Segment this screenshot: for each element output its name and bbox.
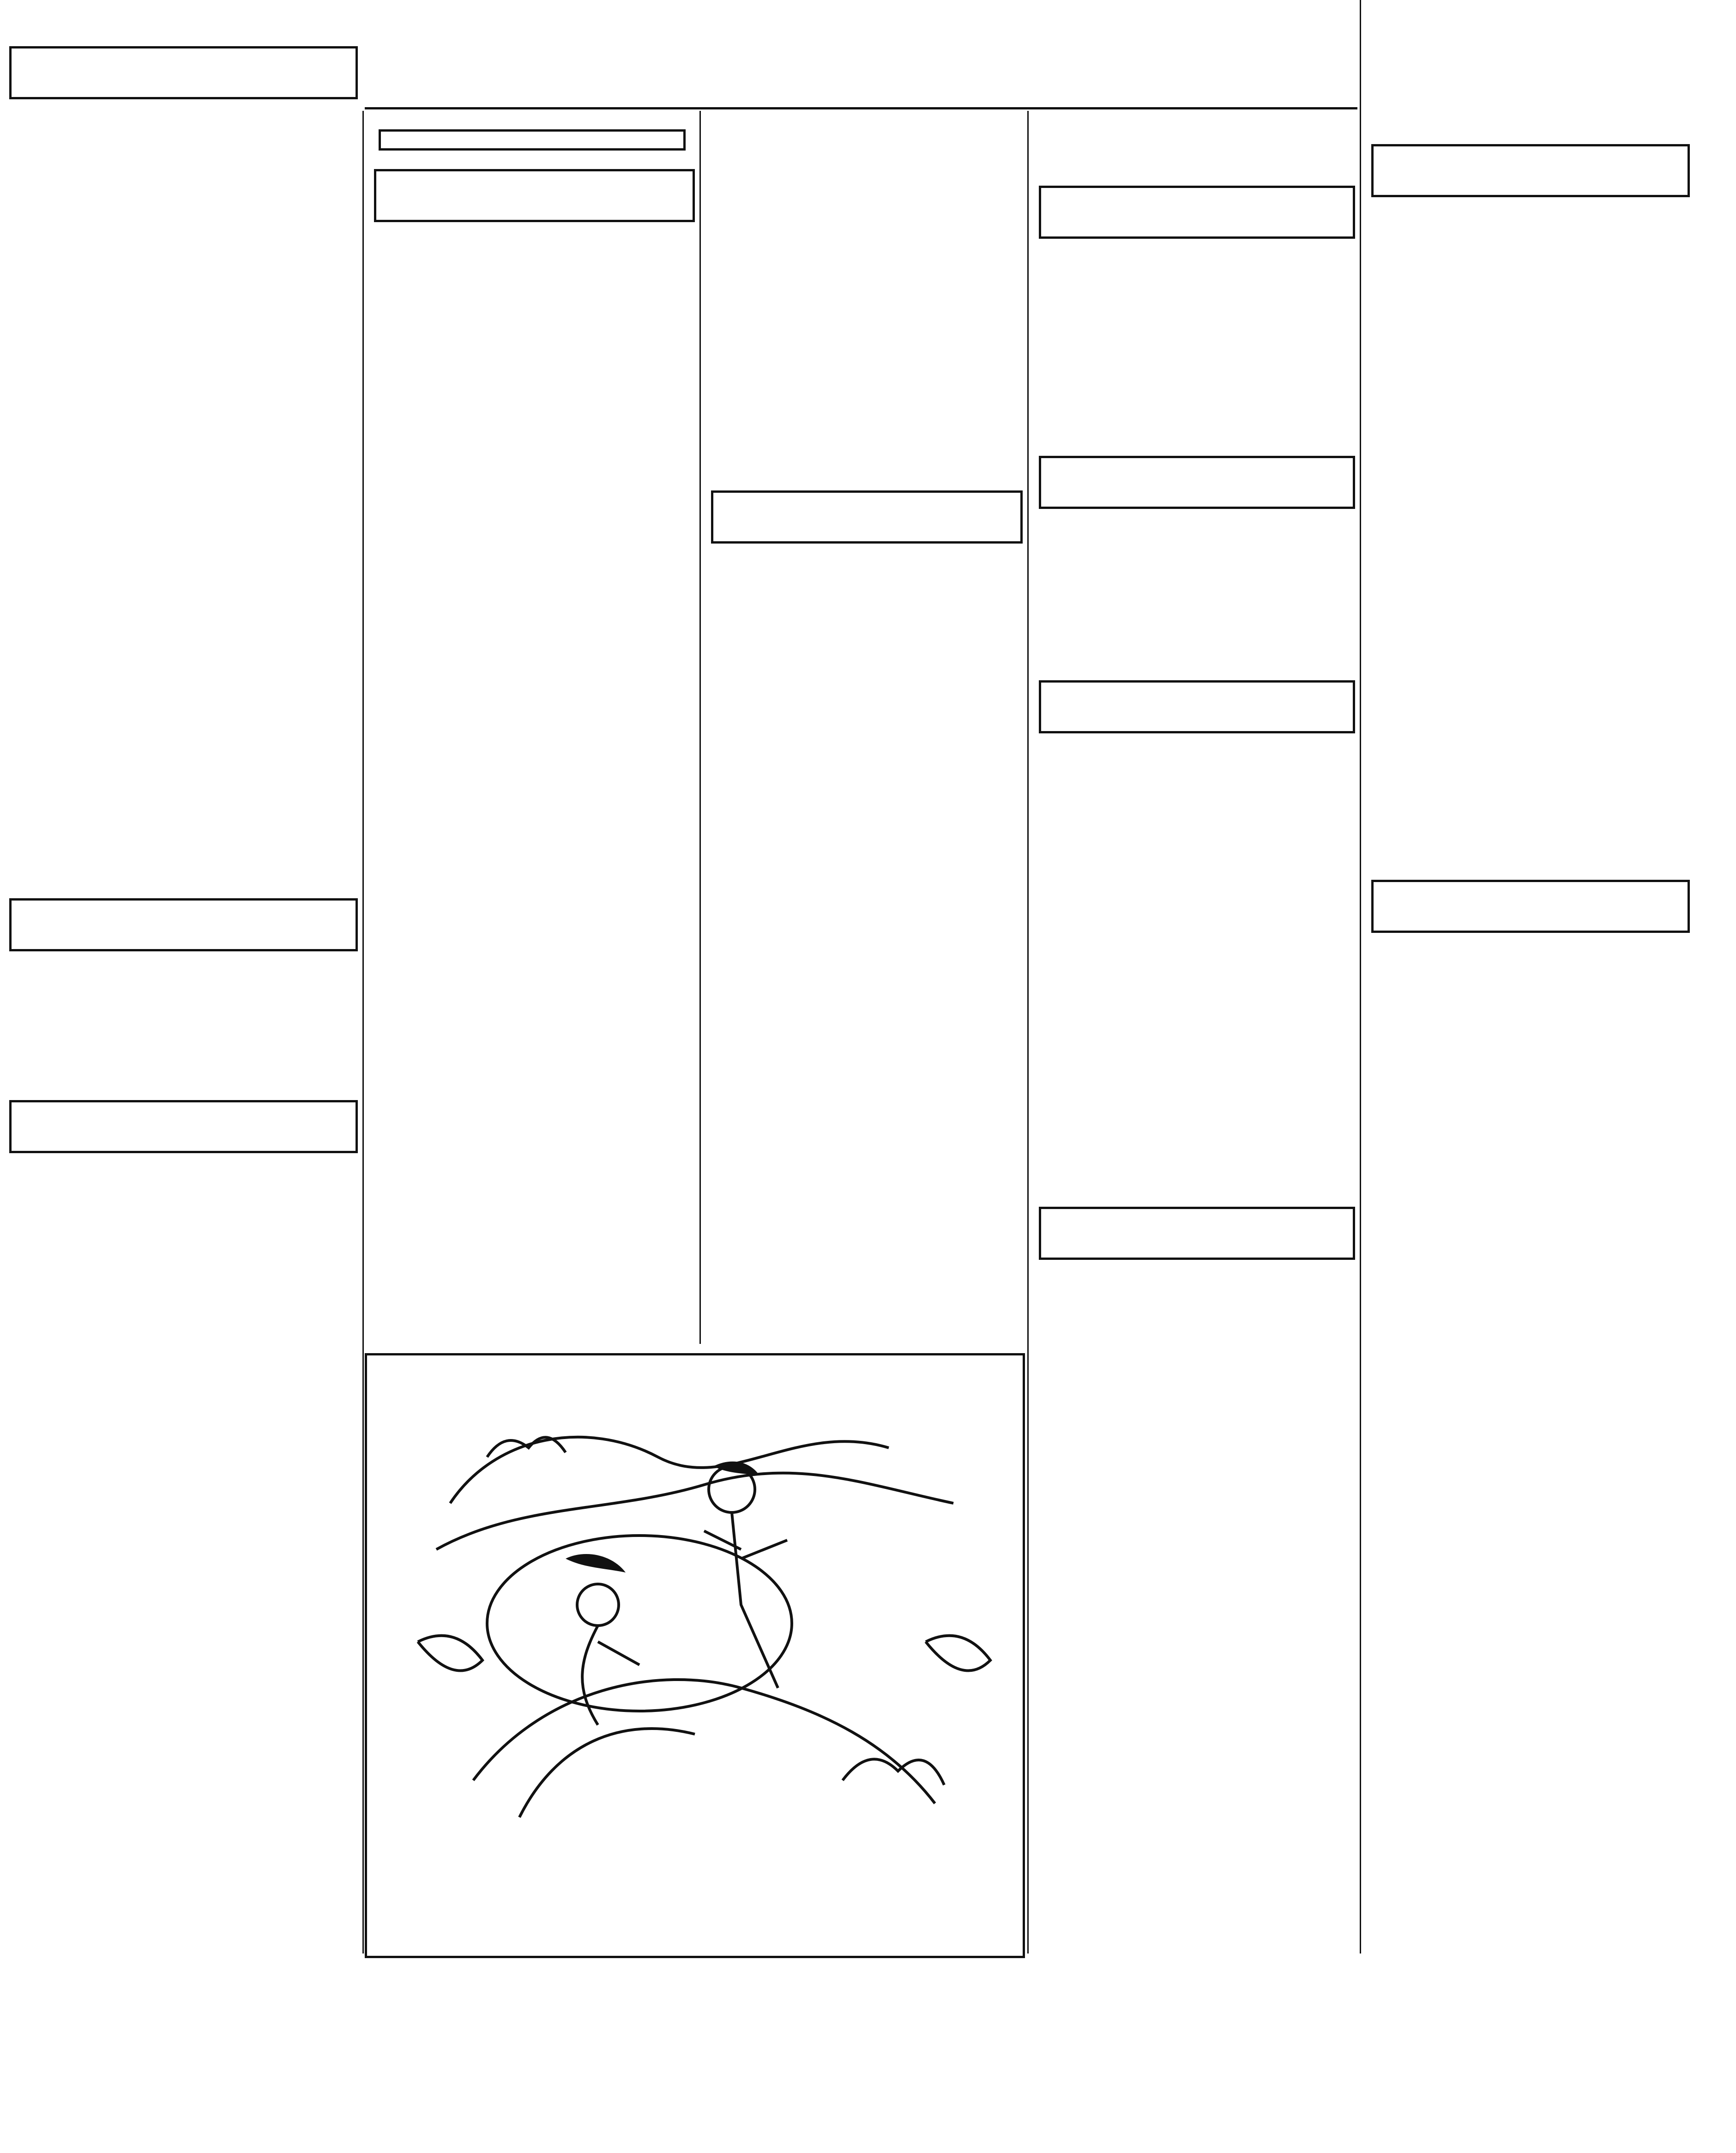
programme-entry [10,1277,355,1296]
programme-entry [1040,881,1352,900]
programme-entry [1372,762,1687,781]
programme-entry [10,339,355,359]
programme-entry [712,208,1020,228]
programme-entry [712,737,1020,756]
programme-entry [1372,599,1687,619]
daphnis-chloe-illustration [381,1365,1009,1850]
title-rule [365,107,1357,109]
programme-entry [375,369,692,389]
programme-entry [375,277,692,296]
programme-entry [375,393,692,412]
programme-entry [712,349,1020,369]
programme-entry [1040,1291,1352,1311]
programme-entry [375,323,692,343]
programme-entry [10,200,355,220]
programme-entry [1372,460,1687,480]
programme-entry [1040,432,1352,451]
programme-entry [712,575,1020,594]
programme-entry [1040,904,1352,923]
programme-entry [1372,553,1687,573]
column-2 [365,115,699,624]
station-listing [1030,456,1360,676]
programme-entry [10,1300,355,1319]
programme-entry [1040,1384,1352,1403]
programme-list [0,108,362,894]
programme-entry [712,254,1020,274]
programme-entry [10,983,355,1003]
programme-entry [1040,1183,1352,1202]
programme-entry [1372,1011,1687,1030]
programme-entry [10,1185,355,1204]
programme-entry [712,621,1020,641]
programme-entry [375,578,692,597]
station-listing [0,1100,362,1366]
programme-entry [712,278,1020,298]
programme-entry [712,714,1020,733]
programme-list [1030,517,1360,676]
programme-entry [1040,587,1352,606]
programme-entry [375,532,692,551]
programme-entry [1040,409,1352,428]
programme-entry [1040,363,1352,382]
programme-entry [1372,1034,1687,1053]
programme-entry [1372,206,1687,225]
programme-entry [10,177,355,197]
programme-entry [712,690,1020,710]
programme-entry [1372,785,1687,805]
programme-list [0,1161,362,1366]
programme-entry [712,442,1020,462]
programme-entry [10,502,355,521]
station-listing [1030,115,1360,181]
column-1 [0,42,362,1370]
programme-entry [1040,115,1352,135]
station-listing [702,490,1027,780]
column-rule [1360,0,1361,1953]
programme-entry [10,641,355,661]
programme-entry [10,409,355,429]
programme-entry [10,548,355,568]
programme-entry [375,555,692,574]
programme-list [1030,1268,1360,1473]
station-listing [1362,144,1694,875]
programme-entry [375,485,692,505]
programme-entry [375,508,692,528]
programme-entry [1372,507,1687,526]
programme-entry [1040,270,1352,290]
programme-list [0,960,362,1095]
programme-entry [375,346,692,366]
programme-entry [1372,120,1687,139]
programme-entry [712,302,1020,321]
programme-entry [1040,293,1352,313]
programme-list [1362,28,1694,139]
programme-entry [712,325,1020,345]
programme-entry [1372,28,1687,47]
programme-entry [1040,1160,1352,1179]
station-listing [702,115,1027,486]
programme-entry [1372,855,1687,875]
programme-list [365,230,699,620]
programme-entry [1040,1314,1352,1334]
programme-entry [10,874,355,894]
programme-entry [1372,692,1687,712]
programme-list [702,115,1027,486]
programme-entry [10,432,355,452]
programme-entry [1372,345,1687,364]
programme-entry [1040,742,1352,762]
programme-entry [10,108,355,127]
programme-entry [712,644,1020,664]
programme-entry [1040,633,1352,653]
column-rule [1027,111,1029,1953]
station-listing [1030,1207,1360,1473]
programme-entry [712,139,1020,158]
station-listing [0,46,362,894]
programme-entry [1040,1268,1352,1288]
programme-entry [1040,1043,1352,1062]
programme-entry [375,416,692,435]
programme-entry [712,419,1020,439]
programme-entry [10,1231,355,1250]
programme-entry [1040,1338,1352,1357]
programme-entry [1372,715,1687,735]
station-header [1039,456,1355,509]
programme-entry [1040,316,1352,336]
programme-entry [712,231,1020,251]
column-rule [362,111,364,1953]
programme-entry [1040,1066,1352,1086]
station-header [1039,680,1355,733]
programme-entry [10,293,355,313]
programme-entry [1040,1113,1352,1132]
programme-entry [1040,1430,1352,1450]
programme-entry [10,781,355,800]
station-listing [0,898,362,1095]
programme-entry [712,372,1020,392]
programme-list [1030,247,1360,451]
programme-entry [1372,1057,1687,1076]
programme-entry [10,1053,355,1072]
programme-entry [10,804,355,823]
programme-entry [10,479,355,498]
programme-entry [1040,974,1352,993]
programme-entry [1040,858,1352,877]
programme-entry [712,552,1020,571]
station-header [9,898,358,951]
programme-entry [1040,765,1352,785]
programme-entry [1040,835,1352,854]
programme-entry [712,667,1020,687]
programme-entry [375,230,692,250]
programme-list [1362,206,1694,875]
programme-entry [1040,610,1352,629]
programme-entry [10,1161,355,1181]
programme-entry [1372,252,1687,272]
station-header [1371,144,1690,197]
station-listing [1362,28,1694,139]
programme-entry [1372,809,1687,828]
programme-entry [10,131,355,151]
programme-entry [1372,623,1687,642]
column-4 [1030,115,1360,1476]
programme-entry [1372,74,1687,93]
programme-entry [10,270,355,289]
programme-entry [712,598,1020,617]
programme-entry [10,960,355,979]
programme-entry [1040,162,1352,181]
station-listing [1030,186,1360,451]
programme-list [1030,115,1360,181]
programme-list [1030,742,1360,1202]
programme-entry [1372,414,1687,433]
programme-entry [712,185,1020,205]
programme-entry [1372,739,1687,758]
programme-entry [1040,1453,1352,1473]
programme-entry [1040,811,1352,831]
programme-entry [375,300,692,320]
programme-entry [1040,517,1352,537]
programme-entry [10,363,355,382]
programme-entry [1040,1020,1352,1039]
programme-entry [1040,386,1352,405]
programme-entry [1372,941,1687,961]
station-header [9,46,358,99]
programme-entry [10,224,355,243]
station-header [1371,880,1690,933]
programme-entry [712,396,1020,416]
programme-entry [10,456,355,475]
programme-entry [1372,669,1687,688]
station-header [1039,1207,1355,1260]
programme-entry [375,601,692,620]
programme-entry [10,827,355,847]
programme-entry [1040,927,1352,947]
programme-entry [1040,1136,1352,1156]
programme-entry [10,247,355,266]
programme-entry [10,665,355,684]
programme-entry [1040,139,1352,158]
programme-entry [1040,1089,1352,1109]
programme-entry [1372,368,1687,387]
programme-entry [375,439,692,458]
weather-forecast-box [379,129,686,151]
programme-entry [1372,646,1687,665]
programme-entry [10,1254,355,1273]
programme-entry [10,850,355,870]
programme-entry [712,115,1020,135]
station-listing [1362,880,1694,1076]
programme-entry [1040,788,1352,808]
illustration-box [365,1353,1025,1958]
programme-entry [1040,563,1352,583]
programme-entry [10,1076,355,1095]
programme-entry [10,595,355,614]
programme-entry [10,1029,355,1049]
programme-entry [1372,437,1687,456]
programme-entry [712,760,1020,780]
programme-entry [10,618,355,637]
programme-entry [712,162,1020,181]
programme-entry [375,462,692,482]
programme-entry [1040,1407,1352,1427]
programme-entry [1372,484,1687,503]
programme-entry [1372,530,1687,549]
programme-entry [1040,1361,1352,1380]
programme-entry [10,386,355,405]
station-header [711,490,1023,544]
programme-list [702,552,1027,780]
programme-entry [10,735,355,754]
programme-list [1362,941,1694,1076]
station-header [9,1100,358,1153]
programme-entry [1040,540,1352,560]
station-header [374,169,695,222]
programme-entry [10,1346,355,1366]
column-3 [702,115,1027,784]
programme-entry [10,571,355,591]
programme-entry [1372,391,1687,410]
programme-entry [1372,275,1687,295]
programme-entry [1040,247,1352,266]
programme-entry [1040,950,1352,970]
programme-entry [10,1323,355,1343]
programme-entry [1372,51,1687,70]
programme-entry [1040,656,1352,676]
programme-entry [712,466,1020,486]
programme-entry [10,154,355,174]
programme-entry [1372,987,1687,1007]
programme-entry [10,525,355,544]
station-header [1039,186,1355,239]
programme-entry [10,1006,355,1026]
programme-entry [10,758,355,777]
programme-entry [1372,229,1687,248]
programme-entry [10,1208,355,1227]
programme-entry [1372,321,1687,341]
column-5 [1362,28,1694,1080]
station-listing [365,169,699,620]
column-rule [699,111,701,1344]
programme-entry [1372,964,1687,984]
programme-entry [10,711,355,731]
programme-entry [10,688,355,708]
programme-entry [1372,97,1687,116]
programme-entry [1040,339,1352,359]
programme-entry [1372,576,1687,596]
station-listing [1030,680,1360,1202]
programme-entry [1372,298,1687,318]
programme-entry [10,316,355,336]
programme-entry [375,254,692,273]
programme-entry [1040,997,1352,1016]
programme-entry [1372,832,1687,852]
